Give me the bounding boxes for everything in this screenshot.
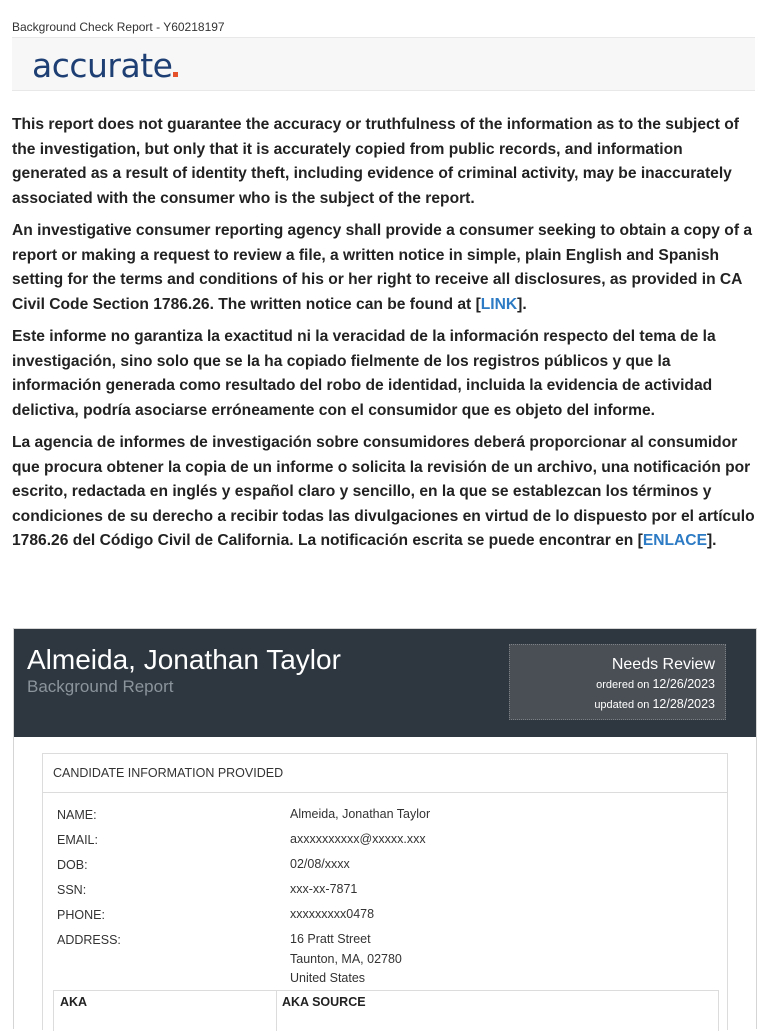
- report-header: [14, 629, 756, 737]
- disclaimer-paragraph-4: La agencia de informes de investigación sobre consumidores deberá proporcionar al consumidor que procura obtener la copia de un informe o solicita la revisión de un archivo, una notificación por escrito, redactada en inglés y español claro y sencillo, en la que se establezcan los términos y condiciones de su derecho a recibir todas las divulgaciones en virtud de lo dispuesto por el artículo 1786.26 del Código Civil de California. La notificación escrita se puede encontrar en [ENLACE].: [12, 434, 755, 549]
- updated-date: updated on 12/28/2023: [594, 697, 715, 711]
- disclaimer-section: [12, 113, 757, 562]
- dob-value: 02/08/xxxx: [290, 857, 350, 871]
- brand-bar: [12, 37, 755, 91]
- aka-table: [53, 990, 719, 1031]
- disclaimer-paragraph-2: An investigative consumer reporting agency shall provide a consumer seeking to obtain a copy of a report or making a request to review a file, a written notice in simple, plain English and Spanish setting for the terms and conditions of his or her right to receive all disclosures, as provided in CA Civil Code Section 1786.26. The written notice can be found at [LINK].: [12, 222, 753, 313]
- aka-column-divider: [276, 991, 277, 1031]
- email-label: EMAIL:: [57, 833, 98, 847]
- email-value: axxxxxxxxxx@xxxxx.xxx: [290, 832, 426, 846]
- address-line-1: 16 Pratt Street: [290, 932, 371, 946]
- report-page-title: Background Check Report - Y60218197: [12, 20, 225, 34]
- candidate-info-panel: [42, 753, 728, 1030]
- candidate-info-title: CANDIDATE INFORMATION PROVIDED: [43, 754, 727, 793]
- dob-label: DOB:: [57, 858, 88, 872]
- aka-source-header: AKA SOURCE: [282, 995, 366, 1009]
- report-subtitle: Background Report: [27, 677, 174, 696]
- notice-link-spanish[interactable]: ENLACE: [642, 532, 707, 549]
- logo-dot-icon: [173, 72, 178, 77]
- ordered-date: ordered on 12/26/2023: [596, 677, 715, 691]
- notice-link[interactable]: LINK: [480, 295, 518, 313]
- address-line-2: Taunton, MA, 02780: [290, 951, 402, 966]
- accurate-logo: accurate: [32, 46, 178, 85]
- status-box: [509, 644, 726, 720]
- phone-label: PHONE:: [57, 908, 105, 922]
- status-badge: Needs Review: [611, 656, 715, 673]
- disclaimer-paragraph-1: This report does not guarantee the accuracy or truthfulness of the information as to the subject of the investigation, but only that it is accurately copied from public records, and information generated as a result of identity theft, including evidence of criminal activity, may be inaccurately associated with the consumer who is the subject of the report.: [12, 116, 739, 207]
- name-value: Almeida, Jonathan Taylor: [290, 807, 431, 821]
- aka-header: AKA: [60, 995, 88, 1009]
- name-label: NAME:: [57, 808, 97, 822]
- disclaimer-paragraph-3: Este informe no garantiza la exactitud ni la veracidad de la información respecto del tema de la investigación, sino solo que se la ha copiado fielmente de los registros públicos y que la información generada como resultado del robo de identidad, incluida la evidencia de actividad delictiva, podría asociarse erróneamente con el consumidor que es objeto del informe.: [12, 328, 716, 419]
- address-value: [290, 930, 710, 989]
- report-container: [13, 628, 757, 1029]
- ssn-value: xxx-xx-7871: [290, 882, 358, 896]
- candidate-name: Almeida, Jonathan Taylor: [27, 644, 341, 675]
- address-label: ADDRESS:: [57, 933, 121, 947]
- address-line-3: United States: [290, 971, 366, 985]
- phone-value: xxxxxxxxx0478: [290, 907, 375, 921]
- ssn-label: SSN:: [57, 883, 87, 897]
